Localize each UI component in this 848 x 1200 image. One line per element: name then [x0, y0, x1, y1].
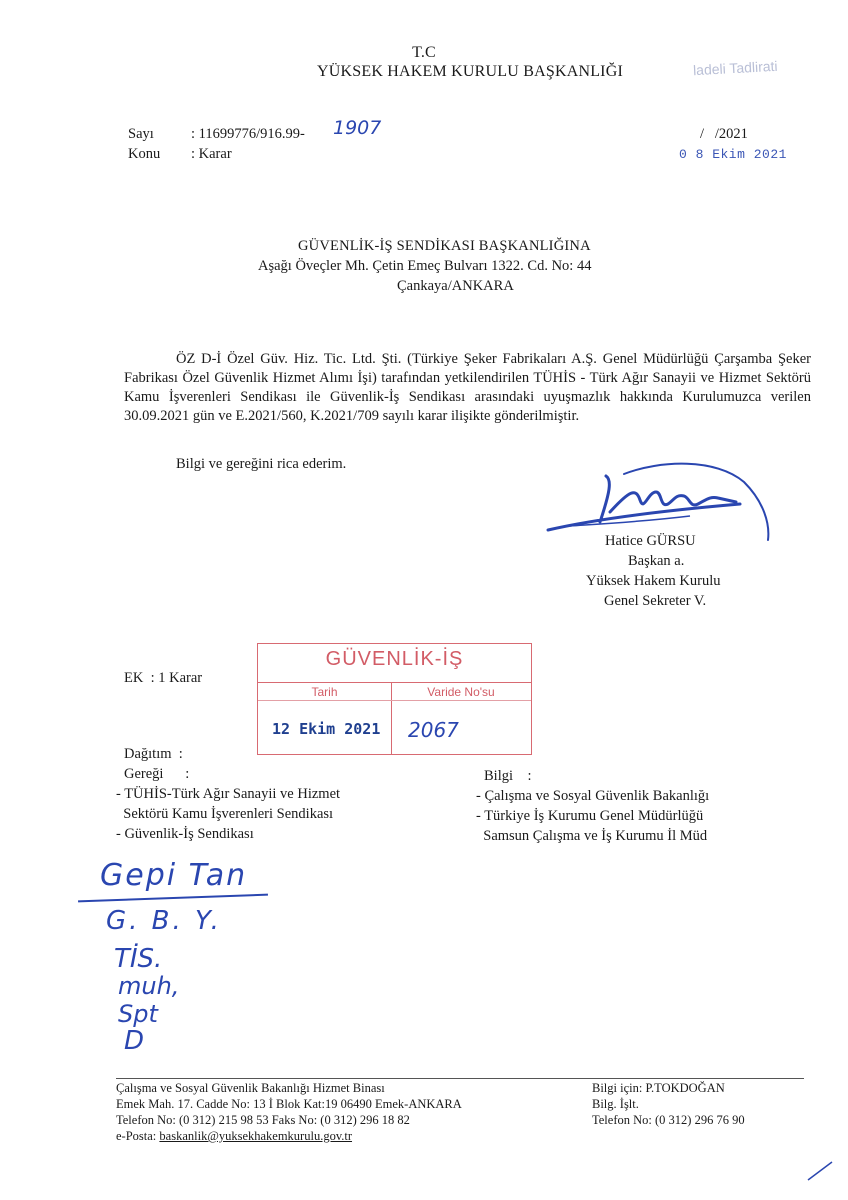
sayi-value: : 11699776/916.99-: [191, 126, 305, 142]
gereg-item: - TÜHİS-Türk Ağır Sanayii ve Hizmet: [116, 786, 341, 802]
footer-address-line: Emek Mah. 17. Cadde No: 13 İ Blok Kat:19 06490 Emek-ANKARA: [116, 1097, 462, 1111]
signer-title-2: Yüksek Hakem Kurulu: [586, 573, 721, 589]
stamp-col-date-label: Tarih: [311, 685, 338, 699]
gereg-label: Gereği :: [124, 766, 190, 782]
footer-phone-line: Telefon No: (0 312) 215 98 53 Faks No: (0 312) 296 18 82: [116, 1113, 410, 1127]
stamp-col-number-label: Varide No'su: [427, 685, 495, 699]
signer-name: Hatice GÜRSU: [605, 533, 696, 549]
bilgi-item: Samsun Çalışma ve İş Kurumu İl Müd: [476, 828, 708, 844]
signer-title-3: Genel Sekreter V.: [604, 593, 707, 609]
footer-email-label: e-Posta:: [116, 1129, 157, 1143]
signer-title-1: Başkan a.: [628, 553, 685, 569]
handwritten-underline: [78, 894, 268, 903]
header-tc: T.C: [412, 44, 436, 61]
recipient-name: GÜVENLİK-İŞ SENDİKASI BAŞKANLIĞINA: [298, 238, 591, 254]
header-institution: YÜKSEK HAKEM KURULU BAŞKANLIĞI: [317, 63, 623, 80]
sayi-handwritten: 1907: [333, 117, 382, 139]
handwritten-note: TİS.: [114, 944, 163, 974]
stamp-date: 12 Ekim 2021: [272, 720, 381, 738]
handwritten-note: Gepi Tan: [100, 858, 248, 893]
attachment-line: EK : 1 Karar: [124, 670, 203, 686]
faint-stamp: ladeli Tadlirati: [692, 57, 778, 79]
received-stamp-org: GÜVENLİK-İŞ: [325, 648, 464, 670]
footer-email-link[interactable]: baskanlik@yuksekhakemkurulu.gov.tr: [159, 1129, 353, 1143]
distribution-title: Dağıtım :: [124, 746, 183, 762]
sayi-label: Sayı: [128, 126, 154, 142]
body-closing: Bilgi ve gereğini rica ederim.: [176, 456, 347, 472]
bilgi-label: Bilgi :: [484, 768, 532, 784]
konu-label: Konu: [128, 146, 161, 162]
received-stamp: [257, 643, 532, 755]
footer-contact-line: Bilgi için: P.TOKDOĞAN: [592, 1081, 725, 1095]
stamp-number: 2067: [408, 718, 459, 742]
pen-mark: [806, 1158, 836, 1182]
konu-value: : Karar: [191, 146, 232, 162]
footer-contact-line: Telefon No: (0 312) 296 76 90: [592, 1113, 745, 1127]
gereg-item: Sektörü Kamu İşverenleri Sendikası: [116, 806, 334, 822]
footer-email-row: [116, 1128, 352, 1144]
handwritten-note: muh,: [118, 972, 180, 1000]
gereg-item: - Güvenlik-İş Sendikası: [116, 826, 254, 842]
stamp-subdivider: [258, 700, 531, 701]
bilgi-item: - Çalışma ve Sosyal Güvenlik Bakanlığı: [476, 788, 710, 804]
handwritten-note: Spt: [118, 1000, 158, 1028]
footer-contact-line: Bilg. İşlt.: [592, 1097, 639, 1111]
handwritten-note: D: [124, 1026, 145, 1056]
recipient-address: Aşağı Öveçler Mh. Çetin Emeç Bulvarı 1322. Cd. No: 44: [258, 258, 592, 274]
date-stamp: 0 8 Ekim 2021: [679, 147, 787, 162]
bilgi-item: - Türkiye İş Kurumu Genel Müdürlüğü: [476, 808, 704, 824]
footer-rule: [116, 1078, 804, 1079]
stamp-divider: [258, 682, 531, 683]
body-paragraph: ÖZ D-İ Özel Güv. Hiz. Tic. Ltd. Şti. (Türkiye Şeker Fabrikaları A.Ş. Genel Müdürlüğü Çarşamba Şeker Fabrikası Özel Güvenlik Hizmet Alımı İşi) tarafından yetkilendirilen TÜHİS - Türk Ağır Sanayii ve Hizmet Sektörü Kamu İşverenleri Sendikası ile Güvenlik-İş Sendikası arasındaki uyuşmazlık hakkında Kurulumuzca verilen 30.09.2021 gün ve E.2021/560, K.2021/709 sayılı karar ilişikte gönderilmiştir.: [124, 351, 811, 424]
footer-address-line: Çalışma ve Sosyal Güvenlik Bakanlığı Hizmet Binası: [116, 1081, 385, 1095]
handwritten-note: G. B. Y.: [106, 906, 222, 936]
recipient-city: Çankaya/ANKARA: [397, 278, 514, 294]
date-template: / /2021: [700, 126, 748, 142]
